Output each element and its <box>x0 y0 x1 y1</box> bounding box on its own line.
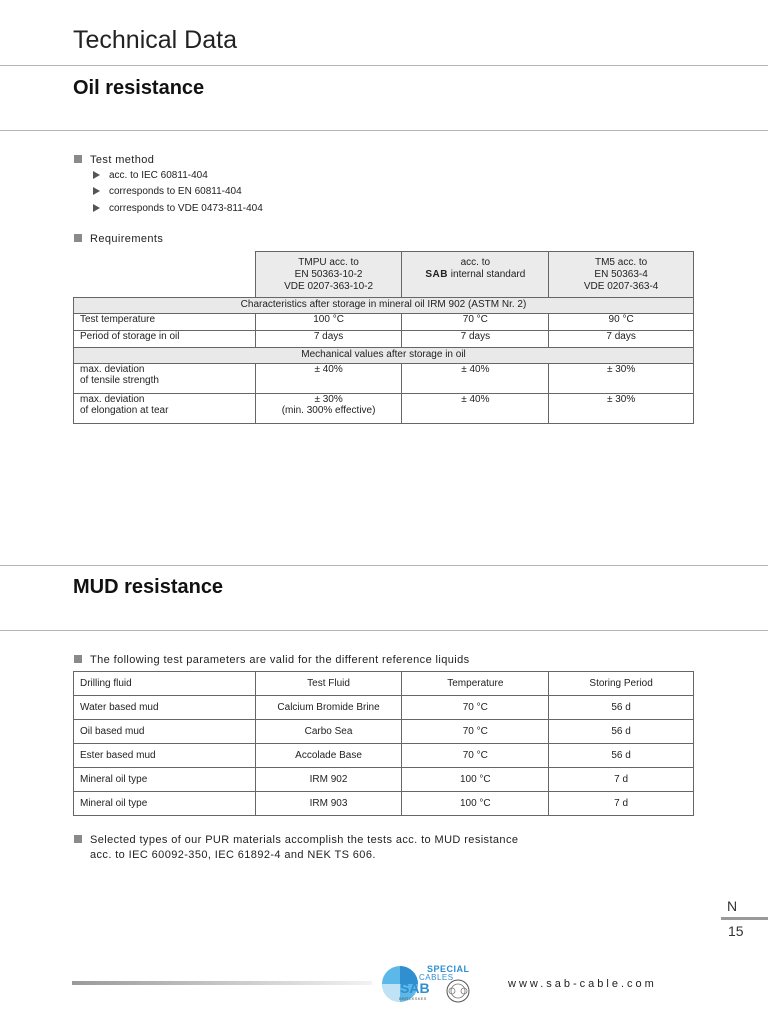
triangle-bullet-icon <box>93 187 100 195</box>
page-section-letter: N <box>727 898 738 914</box>
table-row: Test temperature 100 °C 70 °C 90 °C <box>74 314 694 331</box>
table-corner-empty <box>74 252 256 298</box>
section-row-storage: Characteristics after storage in mineral oil IRM 902 (ASTM Nr. 2) <box>74 298 694 314</box>
table-row: Period of storage in oil 7 days 7 days 7 days <box>74 331 694 348</box>
table-row: max. deviation of tensile strength ± 40% ± 40% ± 30% <box>74 364 694 394</box>
sab-logo <box>380 962 484 1004</box>
column-header-tmpu: TMPU acc. to EN 50363-10-2 VDE 0207-363-10-2 <box>255 252 402 298</box>
footer-gradient-line <box>72 981 372 985</box>
test-method-item: acc. to IEC 60811-404 <box>93 170 208 181</box>
mud-section-title: MUD resistance <box>73 576 224 598</box>
oil-section-title: Oil resistance <box>73 77 205 99</box>
logo-sab-text: SAB <box>400 980 430 996</box>
table-row: Mineral oil type IRM 902 100 °C 7 d <box>74 768 694 792</box>
oil-section-divider <box>0 130 768 131</box>
square-bullet-icon <box>74 835 82 843</box>
table-row: max. deviation of elongation at tear ± 30% (min. 300% effective) ± 40% ± 30% <box>74 394 694 424</box>
mud-note: Selected types of our PUR materials accomplish the tests acc. to MUD resistance acc. to IEC 60092-350, IEC 61892-4 and NEK TS 606. <box>74 833 518 863</box>
triangle-bullet-icon <box>93 171 100 179</box>
page-index-divider <box>721 917 768 920</box>
logo-cables-text: CABLES <box>419 973 454 982</box>
sab-brand-word: SAB <box>425 268 449 280</box>
test-method-item: corresponds to VDE 0473-811-404 <box>93 203 263 214</box>
logo-brockskes-text: BRÖCKSKES <box>399 996 427 1001</box>
header-divider <box>0 65 768 66</box>
table-row: Ester based mud Accolade Base 70 °C 56 d <box>74 744 694 768</box>
column-header-sab-standard: acc. to SAB internal standard <box>402 252 549 298</box>
square-bullet-icon <box>74 234 82 242</box>
logo-special-text: SPECIAL <box>427 964 470 974</box>
triangle-bullet-icon <box>93 204 100 212</box>
table-row: Oil based mud Carbo Sea 70 °C 56 d <box>74 720 694 744</box>
table-header-row: Drilling fluid Test Fluid Temperature Storing Period <box>74 672 694 696</box>
square-bullet-icon <box>74 655 82 663</box>
column-header-tm5: TM5 acc. to EN 50363-4 VDE 0207-363-4 <box>549 252 694 298</box>
table-row: Water based mud Calcium Bromide Brine 70 °C 56 d <box>74 696 694 720</box>
page-number: 15 <box>728 923 744 939</box>
mud-section-divider <box>0 630 768 631</box>
mud-intro: The following test parameters are valid for the different reference liquids <box>74 654 470 666</box>
square-bullet-icon <box>74 155 82 163</box>
test-method-heading: Test method <box>74 154 154 166</box>
page-title: Technical Data <box>73 26 237 54</box>
test-method-item: corresponds to EN 60811-404 <box>93 186 242 197</box>
table-row: Mineral oil type IRM 903 100 °C 7 d <box>74 792 694 816</box>
section-row-mechanical: Mechanical values after storage in oil <box>74 348 694 364</box>
website-link[interactable]: www.sab-cable.com <box>508 978 657 990</box>
mud-section-top-divider <box>0 565 768 566</box>
requirements-heading: Requirements <box>74 233 163 245</box>
mud-resistance-table <box>73 671 694 816</box>
oil-resistance-table <box>73 251 694 424</box>
